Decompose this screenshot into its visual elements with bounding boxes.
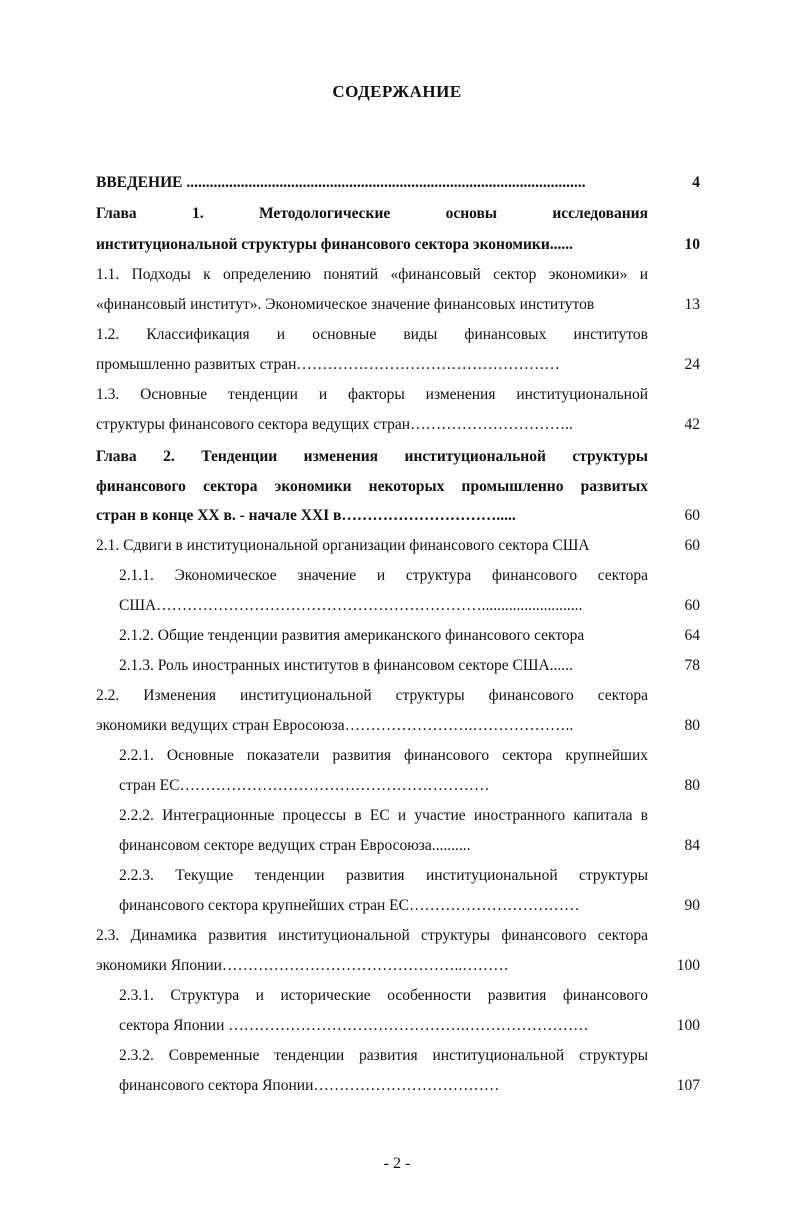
page-number: - 2 - (383, 1155, 411, 1172)
toc-page: 78 (684, 657, 700, 674)
toc-page: 80 (684, 717, 700, 734)
toc-entry-2-2-3-cont: финансового сектора крупнейших стран ЕС…………………………… (119, 897, 580, 914)
toc-entry-chapter-2-cont: финансового сектора экономики некоторых промышленно развитых (96, 478, 648, 495)
toc-page: 10 (684, 236, 700, 253)
toc-page: 100 (676, 1017, 700, 1034)
toc-entry-2-3-2: 2.3.2. Современные тенденции развития институциональной структуры (119, 1047, 648, 1064)
toc-entry-2-2-cont: экономики ведущих стран Евросоюза…………………….……………….. (96, 717, 574, 734)
toc-entry-1-2-cont: промышленно развитых стран…………………………………………… (96, 356, 560, 373)
toc-entry-chapter-2-cont2: стран в конце XX в. - начале XXI в…………………………..... (96, 507, 516, 524)
toc-page: 13 (684, 296, 700, 313)
toc-entry-2-3-2-cont: финансового сектора Японии……………………………… (119, 1077, 500, 1094)
toc-entry-2-3-1-cont: сектора Японии ……………………………………….…………………… (119, 1017, 589, 1034)
toc-page: 42 (684, 416, 700, 433)
toc-entry-2-1-1: 2.1.1. Экономическое значение и структура финансового сектора (119, 567, 648, 584)
toc-page: 24 (684, 356, 700, 373)
toc-entry-1-1-cont: «финансовый институт». Экономическое значение финансовых институтов (96, 296, 595, 313)
toc-entry-2-1: 2.1. Сдвиги в институциональной организации финансового сектора США (96, 537, 590, 554)
toc-entry-1-3-cont: структуры финансового сектора ведущих стран………………………….. (96, 416, 573, 433)
toc-entry-intro: ВВЕДЕНИЕ ....................................................................................................... (96, 174, 586, 191)
toc-page: 90 (684, 897, 700, 914)
toc-entry-2-2-3: 2.2.3. Текущие тенденции развития институциональной структуры (119, 867, 648, 884)
toc-entry-2-2-2-cont: финансовом секторе ведущих стран Евросоюза.......... (119, 837, 471, 854)
toc-page: 4 (692, 174, 700, 191)
toc-page: 80 (684, 777, 700, 794)
toc-page: 60 (684, 597, 700, 614)
toc-entry-chapter-2: Глава 2. Тенденции изменения институциональной структуры (96, 448, 648, 465)
toc-entry-2-3: 2.3. Динамика развития институциональной структуры финансового сектора (96, 927, 648, 944)
toc-entry-2-3-1: 2.3.1. Структура и исторические особенности развития финансового (119, 987, 648, 1004)
toc-entry-1-3: 1.3. Основные тенденции и факторы изменения институциональной (96, 386, 648, 403)
toc-entry-2-2: 2.2. Изменения институциональной структуры финансового сектора (96, 687, 648, 704)
toc-entry-2-1-3: 2.1.3. Роль иностранных институтов в финансовом секторе США...... (119, 657, 573, 674)
toc-page: 107 (676, 1077, 700, 1094)
toc-page: 60 (684, 537, 700, 554)
toc-entry-2-3-cont: экономики Японии………………………………………..……… (96, 957, 509, 974)
toc-entry-2-2-1: 2.2.1. Основные показатели развития финансового сектора крупнейших (119, 747, 648, 764)
toc-entry-chapter-1: Глава 1. Методологические основы исследования (96, 205, 648, 222)
toc-page: 64 (684, 627, 700, 644)
toc-entry-2-2-1-cont: стран ЕС…………………………………………………… (119, 777, 490, 794)
toc-page: 100 (676, 957, 700, 974)
toc-entry-2-2-2: 2.2.2. Интеграционные процессы в ЕС и участие иностранного капитала в (119, 807, 648, 824)
toc-entry-2-1-2: 2.1.2. Общие тенденции развития американского финансового сектора (119, 627, 585, 644)
toc-entry-chapter-1-cont: институциональной структуры финансового сектора экономики...... (96, 236, 574, 253)
toc-page: 60 (684, 507, 700, 524)
toc-page: 84 (684, 837, 700, 854)
toc-entry-1-1: 1.1. Подходы к определению понятий «финансовый сектор экономики» и (96, 266, 648, 283)
toc-entry-2-1-1-cont: США……………………………………………………….......................... (119, 597, 583, 614)
page-title: СОДЕРЖАНИЕ (332, 82, 462, 101)
toc-entry-1-2: 1.2. Классификация и основные виды финансовых институтов (96, 326, 648, 343)
